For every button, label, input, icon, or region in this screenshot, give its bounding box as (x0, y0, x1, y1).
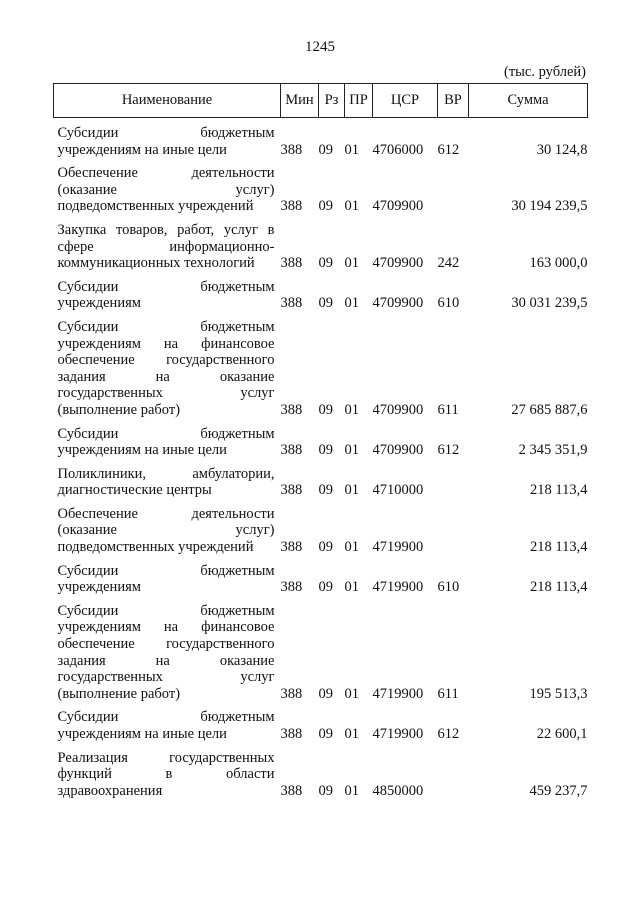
row-min: 388 (280, 685, 303, 702)
row-sum: 459 237,7 (529, 782, 588, 799)
row-csr: 4719900 (372, 685, 424, 702)
row-name (54, 743, 281, 800)
page-number: 1245 (305, 39, 335, 55)
row-rz: 09 (318, 579, 333, 596)
header-min: Мин (281, 84, 319, 118)
row-sum: 30 031 239,5 (511, 295, 588, 312)
row-rz: 09 (318, 295, 333, 312)
row-sum: 22 600,1 (536, 726, 588, 742)
row-vr: 612 (437, 141, 460, 158)
row-rz: 09 (318, 685, 333, 702)
row-name-line: Субсидии бюджетным (57, 425, 275, 442)
row-name-line: учреждениям (57, 295, 141, 312)
row-name-line: учреждениям на иные цели (57, 141, 227, 158)
row-name-line: здравоохранения (57, 782, 163, 799)
row-name-line: задания на оказание (57, 368, 275, 385)
table-row (54, 556, 588, 596)
row-name-line: Субсидии бюджетным (57, 318, 275, 335)
row-name (54, 702, 281, 742)
row-vr: 611 (437, 401, 459, 418)
row-vr (438, 459, 469, 499)
row-name (54, 158, 281, 215)
row-pr: 01 (344, 539, 359, 556)
row-name-line: сфере информационно- (57, 238, 275, 255)
row-name (54, 215, 281, 272)
row-rz: 09 (318, 442, 333, 459)
row-name (54, 499, 281, 556)
row-rz: 09 (318, 401, 333, 418)
table-row (54, 419, 588, 459)
row-name-line: диагностические центры (57, 482, 212, 499)
row-pr: 01 (344, 442, 359, 459)
table-row (54, 118, 588, 159)
row-name (54, 596, 281, 703)
row-rz: 09 (318, 482, 333, 499)
row-csr: 4709900 (372, 198, 424, 215)
row-rz: 09 (318, 726, 333, 742)
row-vr: 610 (437, 295, 460, 312)
row-csr: 4709900 (372, 295, 424, 312)
row-name-line: подведомственных учреждений (57, 539, 254, 556)
row-name (54, 118, 281, 159)
row-csr: 4710000 (372, 482, 424, 499)
row-csr: 4709900 (372, 442, 424, 459)
header-pr: ПР (345, 84, 373, 118)
header-csr: ЦСР (373, 84, 438, 118)
row-rz: 09 (318, 255, 333, 272)
row-name-line: функций в области (57, 766, 275, 783)
row-min: 388 (280, 782, 303, 799)
row-sum: 195 513,3 (529, 685, 588, 702)
row-name-line: Обеспечение деятельности (57, 165, 275, 182)
row-pr: 01 (344, 579, 359, 596)
row-name-line: учреждениям на финансовое (57, 335, 275, 352)
header-rz: Рз (319, 84, 345, 118)
row-min: 388 (280, 482, 303, 499)
row-name-line: обеспечение государственного (57, 636, 275, 653)
row-name-line: учреждениям на иные цели (57, 442, 227, 459)
row-csr: 4709900 (372, 401, 424, 418)
row-name-line: учреждениям (57, 579, 141, 596)
row-name-line: задания на оказание (57, 652, 275, 669)
row-name-line: государственных услуг (57, 669, 275, 686)
row-name-line: (выполнение работ) (57, 401, 181, 418)
row-name-line: Закупка товаров, работ, услуг в (57, 221, 275, 238)
row-min: 388 (280, 579, 303, 596)
row-rz: 09 (318, 782, 333, 799)
row-min: 388 (280, 255, 303, 272)
row-pr: 01 (344, 295, 359, 312)
row-vr: 610 (437, 579, 460, 596)
table-row (54, 215, 588, 272)
row-name (54, 556, 281, 596)
header-name: Наименование (54, 84, 281, 118)
row-csr: 4719900 (372, 539, 424, 556)
row-rz: 09 (318, 198, 333, 215)
row-csr: 4850000 (372, 782, 424, 799)
table-row (54, 459, 588, 499)
row-name (54, 459, 281, 499)
header-sum: Сумма (469, 84, 588, 118)
row-pr: 01 (344, 401, 359, 418)
row-name-line: Обеспечение деятельности (57, 505, 275, 522)
row-vr: 612 (437, 442, 460, 459)
row-name-line: (оказание услуг) (57, 522, 275, 539)
row-min: 388 (280, 401, 303, 418)
row-csr: 4719900 (372, 579, 424, 596)
row-csr: 4719900 (372, 726, 424, 742)
row-sum: 2 345 351,9 (518, 442, 588, 459)
row-sum: 218 113,4 (530, 482, 588, 499)
row-name (54, 272, 281, 312)
row-name-line: Субсидии бюджетным (57, 709, 275, 726)
row-pr: 01 (344, 685, 359, 702)
row-name-line: Субсидии бюджетным (57, 278, 275, 295)
table-body (54, 118, 588, 800)
table-row (54, 312, 588, 419)
row-name-line: Субсидии бюджетным (57, 562, 275, 579)
table-row (54, 272, 588, 312)
row-name-line: (выполнение работ) (57, 685, 181, 702)
row-name-line: коммуникационных технологий (57, 255, 255, 272)
row-name-line: Реализация государственных (57, 749, 275, 766)
row-sum: 27 685 887,6 (511, 401, 588, 418)
row-sum: 163 000,0 (529, 255, 588, 272)
row-sum: 30 194 239,5 (511, 198, 588, 215)
row-vr (438, 158, 469, 215)
row-name-line: учреждениям на финансовое (57, 619, 275, 636)
table-row (54, 158, 588, 215)
row-min: 388 (280, 539, 303, 556)
row-vr: 242 (437, 255, 460, 272)
row-sum: 218 113,4 (530, 579, 588, 596)
row-pr: 01 (344, 255, 359, 272)
row-name (54, 312, 281, 419)
row-vr: 611 (437, 685, 459, 702)
table-header-row (54, 84, 588, 118)
row-pr: 01 (344, 141, 359, 158)
row-name-line: обеспечение государственного (57, 352, 275, 369)
row-min: 388 (280, 141, 303, 158)
row-name-line: подведомственных учреждений (57, 198, 254, 215)
row-name-line: учреждениям на иные цели (57, 726, 227, 742)
row-sum: 218 113,4 (530, 539, 588, 556)
row-name-line: Субсидии бюджетным (57, 125, 275, 141)
row-rz: 09 (318, 539, 333, 556)
header-vr: ВР (438, 84, 469, 118)
row-vr (438, 743, 469, 800)
table-row (54, 499, 588, 556)
row-min: 388 (280, 726, 303, 742)
row-pr: 01 (344, 782, 359, 799)
row-name-line: (оказание услуг) (57, 181, 275, 198)
row-min: 388 (280, 295, 303, 312)
row-min: 388 (280, 442, 303, 459)
row-sum: 30 124,8 (536, 141, 588, 158)
table-row (54, 743, 588, 800)
row-name-line: Субсидии бюджетным (57, 602, 275, 619)
row-min: 388 (280, 198, 303, 215)
row-pr: 01 (344, 726, 359, 742)
budget-table (53, 83, 588, 799)
row-vr (438, 499, 469, 556)
table-row (54, 702, 588, 742)
row-vr: 612 (437, 726, 460, 742)
row-name-line: государственных услуг (57, 385, 275, 402)
row-rz: 09 (318, 141, 333, 158)
row-pr: 01 (344, 198, 359, 215)
row-name-line: Поликлиники, амбулатории, (57, 465, 275, 482)
units-label: (тыс. рублей) (504, 64, 586, 80)
table-row (54, 596, 588, 703)
row-name (54, 419, 281, 459)
row-csr: 4709900 (372, 255, 424, 272)
row-csr: 4706000 (372, 141, 424, 158)
row-pr: 01 (344, 482, 359, 499)
